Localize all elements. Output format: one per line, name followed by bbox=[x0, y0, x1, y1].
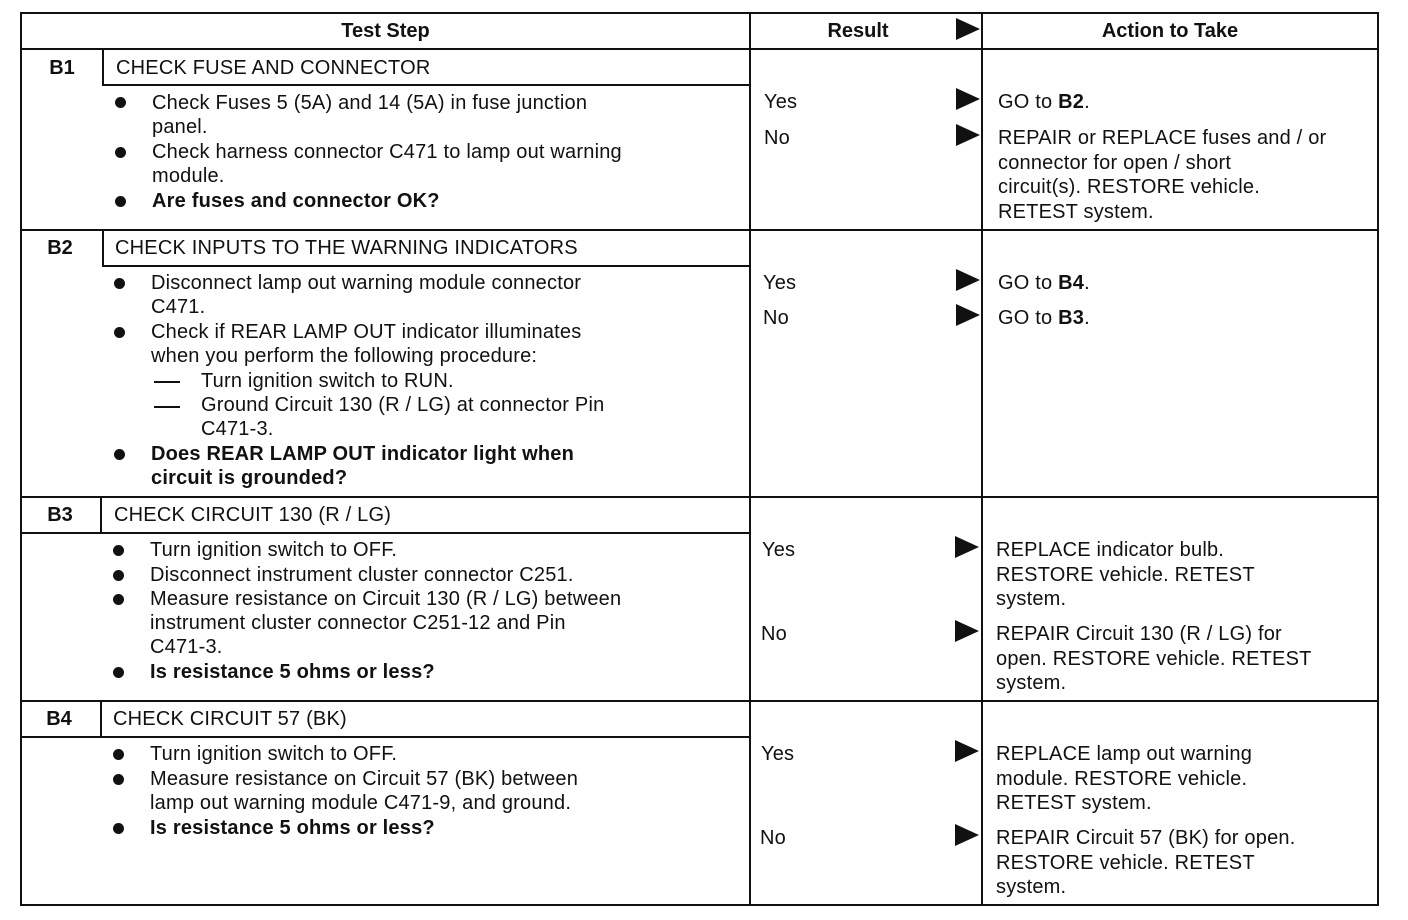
action-text: REPAIR or REPLACE fuses and / or connector for open / short circuit(s). RESTORE vehicle. RETEST system. bbox=[998, 127, 1327, 223]
bullet-text: lamp out warning module C471-9, and ground. bbox=[150, 792, 572, 814]
result-yes: Yes bbox=[762, 539, 796, 561]
bullet-icon bbox=[113, 823, 124, 834]
bullet-icon bbox=[115, 196, 126, 207]
bullet-icon bbox=[113, 570, 124, 581]
bullet-icon bbox=[113, 774, 124, 785]
bullet-text: panel. bbox=[152, 116, 208, 138]
result-arrow-icon bbox=[955, 824, 979, 846]
bullet-text: Turn ignition switch to OFF. bbox=[150, 743, 398, 765]
b1-title-underline bbox=[102, 84, 750, 86]
bullet-icon bbox=[114, 278, 125, 289]
bullet-icon bbox=[114, 449, 125, 460]
bullet-icon bbox=[113, 749, 124, 760]
bullet-icon bbox=[115, 147, 126, 158]
bullet-text: module. bbox=[152, 165, 225, 187]
step-title: CHECK CIRCUIT 57 (BK) bbox=[113, 708, 347, 730]
row-divider-b2 bbox=[20, 229, 1379, 231]
action-suffix: . bbox=[1084, 307, 1090, 329]
bullet-text: when you perform the following procedure: bbox=[151, 345, 538, 367]
bullet-text: Measure resistance on Circuit 130 (R / LG) between bbox=[150, 588, 622, 610]
bullet-text: C471. bbox=[151, 296, 206, 318]
action-prefix: GO to bbox=[998, 91, 1059, 113]
step-id: B2 bbox=[47, 237, 73, 259]
b3-title-underline bbox=[20, 532, 750, 534]
action-prefix: GO to bbox=[998, 272, 1059, 294]
result-arrow-icon bbox=[955, 620, 979, 642]
step-id: B4 bbox=[46, 708, 72, 730]
bullet-text: Disconnect instrument cluster connector C251. bbox=[150, 564, 574, 586]
sub-item-text: Ground Circuit 130 (R / LG) at connector Pin bbox=[201, 394, 605, 416]
action-text bbox=[998, 90, 1090, 115]
bullet-icon bbox=[113, 594, 124, 605]
dash-icon bbox=[154, 406, 180, 408]
result-no: No bbox=[763, 307, 789, 329]
bullet-question: Does REAR LAMP OUT indicator light when bbox=[151, 443, 575, 465]
result-yes: Yes bbox=[763, 272, 797, 294]
action-step-ref: B4 bbox=[1058, 272, 1085, 294]
result-arrow-icon bbox=[956, 88, 980, 110]
result-no: No bbox=[760, 827, 786, 849]
bullet-text: C471-3. bbox=[150, 636, 223, 658]
header-action: Action to Take bbox=[1101, 20, 1239, 42]
result-arrow-icon bbox=[956, 304, 980, 326]
bullet-question: Is resistance 5 ohms or less? bbox=[150, 817, 435, 839]
b4-title-underline bbox=[20, 736, 750, 738]
bullet-text: Turn ignition switch to OFF. bbox=[150, 539, 398, 561]
bullet-icon bbox=[113, 545, 124, 556]
result-arrow-icon bbox=[956, 124, 980, 146]
action-prefix: GO to bbox=[998, 307, 1059, 329]
header-test-step: Test Step bbox=[341, 20, 430, 42]
action-text: REPAIR Circuit 130 (R / LG) for open. RESTORE vehicle. RETEST system. bbox=[996, 623, 1312, 694]
col-divider-result bbox=[749, 12, 751, 906]
bullet-question: circuit is grounded? bbox=[151, 467, 348, 489]
step-title: CHECK CIRCUIT 130 (R / LG) bbox=[114, 504, 392, 526]
bullet-text: Check if REAR LAMP OUT indicator illuminates bbox=[151, 321, 582, 343]
bullet-icon bbox=[113, 667, 124, 678]
b4-id-divider bbox=[100, 701, 102, 737]
action-step-ref: B3 bbox=[1058, 307, 1085, 329]
result-no: No bbox=[761, 623, 787, 645]
bullet-icon bbox=[115, 97, 126, 108]
bullet-question: Is resistance 5 ohms or less? bbox=[150, 661, 435, 683]
header-divider bbox=[20, 48, 1379, 50]
bullet-text: Check harness connector C471 to lamp out warning bbox=[152, 141, 622, 163]
step-id: B1 bbox=[49, 57, 75, 79]
header-result: Result bbox=[827, 20, 889, 42]
result-arrow-icon bbox=[955, 740, 979, 762]
row-divider-b4 bbox=[20, 700, 1379, 702]
result-arrow-icon bbox=[955, 536, 979, 558]
bullet-text: Check Fuses 5 (5A) and 14 (5A) in fuse junction bbox=[152, 92, 588, 114]
b1-id-divider bbox=[102, 49, 104, 85]
sub-item-text: Turn ignition switch to RUN. bbox=[201, 370, 454, 392]
action-text bbox=[998, 271, 1090, 296]
b3-id-divider bbox=[100, 497, 102, 533]
action-text bbox=[998, 306, 1090, 331]
step-id: B3 bbox=[47, 504, 73, 526]
action-text: REPLACE lamp out warning module. RESTORE vehicle. RETEST system. bbox=[996, 743, 1253, 814]
col-divider-action bbox=[981, 12, 983, 906]
b2-id-divider bbox=[102, 230, 104, 266]
bullet-text: instrument cluster connector C251-12 and Pin bbox=[150, 612, 566, 634]
step-title: CHECK FUSE AND CONNECTOR bbox=[116, 57, 431, 79]
b2-title-underline bbox=[102, 265, 750, 267]
bullet-icon bbox=[114, 327, 125, 338]
result-yes: Yes bbox=[764, 91, 798, 113]
action-suffix: . bbox=[1084, 91, 1090, 113]
action-suffix: . bbox=[1084, 272, 1090, 294]
header-arrow-icon bbox=[956, 18, 980, 40]
row-divider-b3 bbox=[20, 496, 1379, 498]
step-title: CHECK INPUTS TO THE WARNING INDICATORS bbox=[115, 237, 578, 259]
sub-item-text: C471-3. bbox=[201, 418, 274, 440]
bullet-text: Disconnect lamp out warning module connector bbox=[151, 272, 582, 294]
bullet-question: Are fuses and connector OK? bbox=[152, 190, 440, 212]
result-no: No bbox=[764, 127, 790, 149]
action-text: REPAIR Circuit 57 (BK) for open. RESTORE vehicle. RETEST system. bbox=[996, 827, 1296, 898]
result-yes: Yes bbox=[761, 743, 795, 765]
dash-icon bbox=[154, 381, 180, 383]
bullet-text: Measure resistance on Circuit 57 (BK) between bbox=[150, 768, 579, 790]
action-text: REPLACE indicator bulb. RESTORE vehicle. RETEST system. bbox=[996, 539, 1255, 610]
action-step-ref: B2 bbox=[1058, 91, 1085, 113]
result-arrow-icon bbox=[956, 269, 980, 291]
